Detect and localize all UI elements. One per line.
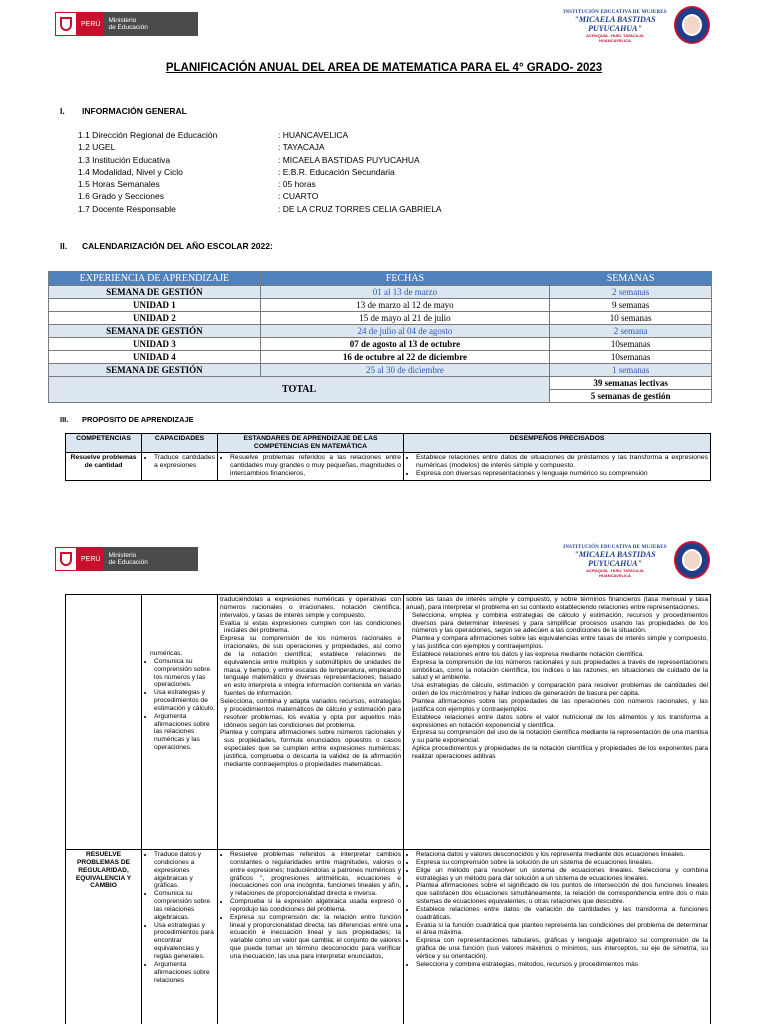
list-item: • Argumenta afirmaciones sobre relaciones — [154, 961, 215, 985]
calendar-table — [48, 271, 712, 403]
performance-cell — [404, 850, 711, 1024]
performance-paragraph: Plantea y compara afirmaciones sobre las equivalencias entre tasas de interés simple y compuesto, y las justifica con ejemplos y contraejemplos. — [412, 635, 708, 651]
performance-paragraph: Selecciona, emplea y combina estrategias de cálculo y estimación, recursos y procedimientos diversos para determinar intereses y para simplificar procesos usando las propiedades de los números y las operaciones, según se adecúen a las condiciones de la situación. — [412, 611, 708, 635]
calendar-dates-cell: 13 de marzo al 12 de mayo — [260, 299, 550, 312]
standard-cell — [218, 850, 404, 1024]
calendar-header-experience: EXPERIENCIA DE APRENDIZAJE — [49, 272, 261, 286]
calendar-row — [49, 299, 712, 312]
calendar-row — [49, 351, 712, 364]
general-info-list — [78, 129, 442, 215]
competency-cell: Resuelve problemas de cantidad — [66, 453, 142, 481]
calendar-dates-cell: 25 al 30 de diciembre — [260, 364, 550, 377]
page-title: PLANIFICACIÓN ANUAL DEL AREA DE MATEMATICA PARA EL 4° GRADO- 2023 — [165, 62, 603, 74]
page-header — [0, 535, 768, 585]
calendar-dates-cell: 15 de mayo al 21 de julio — [260, 312, 550, 325]
performance-paragraph: Expresa la comprensión de los números racionales y sus propiedades a través de representaciones simbólicas, como la notación científica, los índices o las razones, en situaciones de cuidado de la salud y el ambiente. — [412, 658, 708, 682]
minedu-logo — [55, 12, 198, 36]
list-item: • Resuelve problemas referidos a interpretar cambios constantes o regularidades entre magnitudes, valores o entre expresiones; traduciéndolas a patrones numéricos y gráficos ", progresiones aritméticas, ecuaciones e inecuaciones con una incógnita, funciones lineales y afín, y relaciones de proporcionalidad directa e inversa. — [230, 851, 401, 898]
info-label: 1.4 Modalidad, Nivel y Ciclo — [78, 166, 183, 177]
list-item: • Expresa su comprensión sobre la solución de un sistema de ecuaciones lineales. — [416, 859, 708, 867]
standard-paragraph: Plantea y compara afirmaciones sobre números racionales y sus propiedades, formula enunciados opuestos o casos especiales que se cumplen entre expresiones numéricas; justifica, comprueba o descarta la validez de la afirmación mediante contraejemplos o propiedades matemáticas. — [220, 729, 401, 768]
purpose-header-desempenos: DESEMPEÑOS PRECISADOS — [404, 434, 711, 453]
document-page-1 — [0, 0, 768, 495]
calendar-row — [49, 286, 712, 299]
performance-paragraph: sobre las tasas de interés simple y compuesto, y sobre términos financieros (tasa mensual y tasa anual), para interpretar el problema en su contexto estableciendo relaciones entre representaciones. — [406, 596, 708, 611]
info-row — [78, 129, 442, 141]
purpose-header-capacidades: CAPACIDADES — [142, 434, 218, 453]
country-label: PERÚ — [77, 547, 104, 571]
peru-shield-icon — [55, 547, 77, 571]
info-value: : CUARTO — [278, 191, 319, 202]
list-item: • Relaciona datos y valores desconocidos y los representa mediante dos ecuaciones lineales. — [416, 851, 708, 859]
ministry-label: Ministerio de Educación — [104, 12, 198, 36]
calendar-row — [49, 325, 712, 338]
calendar-total-gestion: 5 semanas de gestión — [550, 390, 712, 403]
list-item: • Argumenta afirmaciones sobre las relaciones numéricas y las operaciones. — [154, 713, 215, 752]
info-row — [78, 154, 442, 166]
performance-cell — [404, 453, 711, 481]
list-item: • Establece relaciones entre datos de variación de cantidades y las transforma a funciones cuadráticas. — [416, 906, 708, 922]
purpose-table-continued — [65, 594, 711, 1024]
calendar-experience-cell: SEMANA DE GESTIÓN — [49, 286, 261, 299]
purpose-header-competencias: COMPETENCIAS — [66, 434, 142, 453]
capacity-cell: numéricas. • Comunica su comprensión sobre los números y las operaciones. • Usa estrategias y procedimientos de estimación y cálculo. • Argumenta afirmaciones sobre las relaciones numéricas y las operaciones. — [142, 595, 218, 850]
country-label: PERÚ — [77, 12, 104, 36]
competency-cell-regularity: RESUELVE PROBLEMAS DE REGULARIDAD, EQUIVALENCIA Y CAMBIO — [66, 850, 142, 1024]
calendar-dates-cell: 16 de octubre al 22 de diciembre — [260, 351, 550, 364]
ministry-label: Ministerio de Educación — [104, 547, 198, 571]
performance-paragraph: Expresa su comprensión del uso de la notación científica mediante la representación de una mantisa y su parte exponencial. — [412, 729, 708, 745]
performance-paragraph: Establece relaciones entre los datos y las expresa mediante notación científica. — [412, 650, 645, 658]
list-item: • Elige un método para resolver un sistema de ecuaciones lineales. Selecciona y combina estrategias y un método para dar solución a un sistema de ecuaciones lineales. — [416, 867, 708, 883]
info-label: 1.3 Institución Educativa — [78, 154, 171, 165]
calendar-row — [49, 338, 712, 351]
list-item: • Expresa con representaciones tabulares, gráficas y lenguaje algebraico su comprensión de la gráfica de una función (sus valores máximos o mínimos, sus interceptos, su eje de simetría, su vértice y su orientación). — [416, 937, 708, 961]
info-label: 1.2 UGEL — [78, 142, 116, 153]
section-heading-calendar: II. CALENDARIZACIÓN DEL AÑO ESCOLAR 2022: — [60, 241, 273, 251]
section-heading-general: I. INFORMACIÓN GENERAL — [60, 106, 187, 116]
info-value: : DE LA CRUZ TORRES CELIA GABRIELA — [278, 203, 442, 214]
standard-cell — [218, 595, 404, 850]
info-label: 1.5 Horas Semanales — [78, 179, 160, 190]
capacity-cell: • Traduce cantidades a expresiones — [142, 453, 218, 481]
info-label: 1.7 Docente Responsable — [78, 203, 176, 214]
calendar-header-dates: FECHAS — [260, 272, 550, 286]
performance-cell — [404, 595, 711, 850]
list-item: • Expresa su comprensión de: la relación entre función lineal y proporcionalidad directa; las diferencias entre una ecuación e inecuación lineal y sus propiedades; la variable como un valor que cambia; el conjunto de valores que puede tomar un término desconocido para verificar una inecuación; las usa para interpretar enunciados, — [230, 914, 401, 961]
calendar-dates-cell: 24 de julio al 04 de agosto — [260, 325, 550, 338]
list-item: • Evalúa si la función cuadrática que planteo representa las condiciones del problema de determinar el área máxima. — [416, 922, 708, 938]
competency-cell — [66, 595, 142, 850]
minedu-logo — [55, 547, 198, 571]
purpose-header-estandares: ESTANDARES DE APRENDIZAJE DE LAS COMPETENCIAS EN MATEMÁTICA — [218, 434, 404, 453]
calendar-weeks-cell: 10semanas — [550, 338, 712, 351]
calendar-row — [49, 364, 712, 377]
list-item: • Selecciona y combina estrategias, métodos, recursos y procedimientos más — [416, 961, 708, 969]
list-item: • Establece relaciones entre datos de situaciones de préstamos y las transforma a expresiones numéricas (modelos) de interés simple y compuesto. — [416, 454, 708, 470]
list-item: • Traduce datos y condiciones a expresiones algebraicas y gráficas. — [154, 851, 215, 890]
info-label: 1.1 Dirección Regional de Educación — [78, 130, 218, 140]
page-header — [0, 0, 768, 50]
calendar-total-label: TOTAL — [49, 377, 550, 403]
calendar-experience-cell: SEMANA DE GESTIÓN — [49, 364, 261, 377]
calendar-weeks-cell: 10semanas — [550, 351, 712, 364]
list-item: • Comprueba si la expresión algebraica usada expresó o reprodujo las condiciones del problema. — [230, 898, 401, 914]
capacity-cell — [142, 850, 218, 1024]
info-value: : E.B.R. Educación Secundaria — [278, 166, 395, 177]
purpose-table — [65, 433, 711, 481]
standard-paragraph: Evalúa si estas expresiones cumplen con las condiciones iniciales del problema. — [220, 619, 401, 635]
calendar-weeks-cell: 9 semanas — [550, 299, 712, 312]
performance-paragraph: Usa estrategias de cálculo, estimación y comparación para resolver problemas de cantidades del orden de los micrómetros y hallar índices de generación de basura per cápita. — [412, 682, 708, 698]
list-item: • Plantea afirmaciones sobre el significado de los puntos de intersección de dos funciones lineales que satisfacen dos ecuaciones simultáneamente, la relación de correspondencia entre dos o más sistemas de ecuaciones equivalentes, u otras relaciones que descubre. — [416, 882, 708, 906]
list-item: • Usa estrategias y procedimientos para encontrar equivalencias y reglas generales. — [154, 922, 215, 961]
calendar-weeks-cell: 1 semanas — [550, 364, 712, 377]
performance-paragraph: Establece relaciones entre datos sobre el valor nutricional de los alimentos y los transforma a expresiones en notación exponencial y científica. — [412, 713, 708, 729]
calendar-experience-cell: UNIDAD 4 — [49, 351, 261, 364]
list-item: • Usa estrategias y procedimientos de estimación y cálculo. — [154, 689, 215, 713]
performance-paragraph: Aplica procedimientos y propiedades de la notación científica y propiedades de los exponentes para realizar operaciones aditivas — [412, 745, 708, 760]
school-logo-text: INSTITUCIÓN EDUCATIVA DE MUJERES "MICAELA BASTIDAS PUYUCAHUA" ACRAQUIA - HUEL TAYACAJA HUANCAVELICA — [563, 545, 667, 578]
calendar-weeks-cell: 2 semana — [550, 325, 712, 338]
calendar-experience-cell: SEMANA DE GESTIÓN — [49, 325, 261, 338]
info-label: 1.6 Grado y Secciones — [78, 191, 164, 202]
calendar-weeks-cell: 2 semanas — [550, 286, 712, 299]
calendar-total-lectivas: 39 semanas lectivas — [550, 377, 712, 390]
info-value: : HUANCAVELICA — [278, 130, 349, 140]
school-logo-text: INSTITUCIÓN EDUCATIVA DE MUJERES "MICAELA BASTIDAS PUYUCAHUA" ACRAQUIA - HUEL TAYACAJA HUANCAVELICA — [563, 10, 667, 43]
info-row — [78, 178, 442, 190]
info-value: : MICAELA BASTIDAS PUYUCAHUA — [278, 154, 420, 165]
list-item: • Expresa con diversas representaciones y lenguaje numérico su comprensión — [416, 470, 708, 478]
info-value: : TAYACAJA — [278, 142, 325, 153]
calendar-experience-cell: UNIDAD 3 — [49, 338, 261, 351]
standard-paragraph: traduciéndolas a expresiones numéricas y operativas con números racionales o irracionales, notación científica, intervalos, y tasas de interés simple y compuesto. — [220, 596, 401, 619]
school-seal-icon — [674, 541, 710, 579]
info-row — [78, 166, 442, 178]
info-row — [78, 203, 442, 215]
standard-paragraph: Selecciona, combina y adapta variados recursos, estrategias y procedimientos matemáticos de cálculo y estimación para resolver problemas, los evalúa y opta por aquellos más idóneos según las condiciones del problema. — [220, 697, 401, 729]
performance-paragraph: Plantea afirmaciones sobre las propiedades de las operaciones con números racionales, y las justifica con ejemplos y contraejemplos. — [412, 697, 708, 713]
info-row — [78, 190, 442, 202]
standard-cell: • Resuelve problemas referidos a las relaciones entre cantidades muy grandes o muy pequeñas, magnitudes o intercambios financieros, — [218, 453, 404, 481]
calendar-header-weeks: SEMANAS — [550, 272, 712, 286]
school-seal-icon — [674, 6, 710, 44]
info-row — [78, 141, 442, 153]
calendar-experience-cell: UNIDAD 1 — [49, 299, 261, 312]
peru-shield-icon — [55, 12, 77, 36]
info-value: : 05 horas — [278, 179, 316, 190]
document-page-2 — [0, 535, 768, 1024]
calendar-weeks-cell: 10 semanas — [550, 312, 712, 325]
calendar-dates-cell: 07 de agosto al 13 de octubre — [260, 338, 550, 351]
list-item: • Comunica su comprensión sobre los números y las operaciones. — [154, 658, 215, 689]
calendar-dates-cell: 01 al 13 de marzo — [260, 286, 550, 299]
section-heading-purpose: III. PROPOSITO DE APRENDIZAJE — [60, 415, 194, 424]
calendar-experience-cell: UNIDAD 2 — [49, 312, 261, 325]
list-item: • Comunica su comprensión sobre las relaciones algebraicas. — [154, 890, 215, 921]
calendar-row — [49, 312, 712, 325]
standard-paragraph: Expresa su comprensión de los números racionales e irracionales, de sus operaciones y propiedades, así como de la notación científica; establece relaciones de equivalencia entre múltiplos y submúltiplos de unidades de masa, y tiempo, y entre escalas de temperatura, empleando lenguaje matemático y diversas representaciones; basado en esto interpreta e integra información contenida en varias fuentes de información. — [220, 635, 401, 698]
page-gap — [0, 495, 768, 535]
